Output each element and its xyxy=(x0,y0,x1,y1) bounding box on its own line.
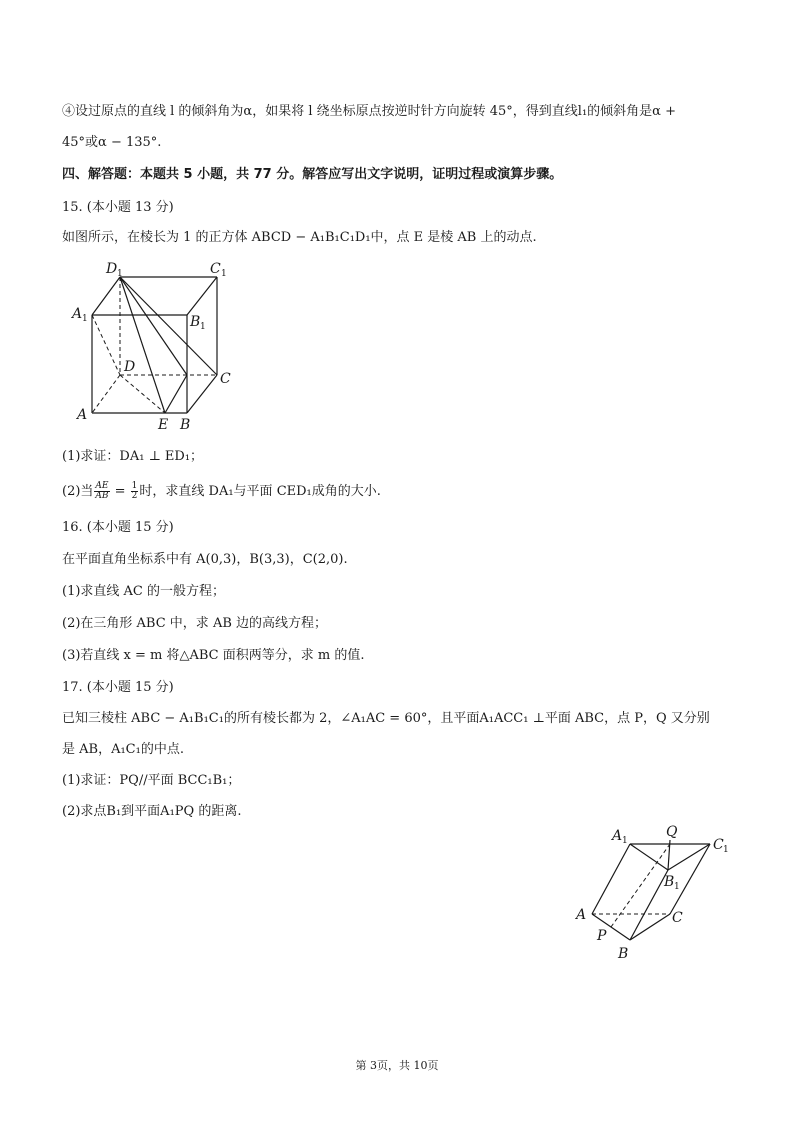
label-B1: B xyxy=(190,314,201,330)
fraction-ae-ab: $\frac{AE}{AB}$ xyxy=(95,481,109,501)
q17-header: 17. (本小题 15 分) xyxy=(62,680,174,695)
q15-part2-suffix: 时，求直线 DA₁与平面 CED₁成角的大小. xyxy=(139,484,381,499)
cube-figure xyxy=(62,255,252,435)
label-B: B xyxy=(180,417,191,433)
q16-header: 16. (本小题 15 分) xyxy=(62,520,174,535)
q16-part2: (2)在三角形 ABC 中，求 AB 边的高线方程； xyxy=(62,616,328,631)
item4-line2: 45°或α − 135°. xyxy=(62,135,162,150)
label-B1: B xyxy=(664,874,675,890)
q17-part1: (1)求证：PQ//平面 BCC₁B₁； xyxy=(62,773,241,788)
q15-header: 15. (本小题 13 分) xyxy=(62,200,174,215)
label-E: E xyxy=(158,417,169,433)
label-B: B xyxy=(618,946,629,962)
label-A1: A xyxy=(612,828,623,844)
prism-figure xyxy=(570,822,740,967)
svg-text:1: 1 xyxy=(117,269,123,279)
label-C1: C xyxy=(713,837,724,853)
q16-part3: (3)若直线 x = m 将△ABC 面积两等分，求 m 的值. xyxy=(62,648,365,663)
q17-stem2: 是 AB，A₁C₁的中点. xyxy=(62,742,184,757)
label-C: C xyxy=(220,371,231,387)
page-number: 第 3页，共 10页 xyxy=(355,1059,439,1072)
section-heading: 四、解答题：本题共 5 小题，共 77 分。解答应写出文字说明，证明过程或演算步骤。 xyxy=(62,167,563,182)
label-D1: D xyxy=(106,261,118,277)
svg-text:1: 1 xyxy=(221,269,227,279)
q15-stem: 如图所示，在棱长为 1 的正方体 ABCD − A₁B₁C₁D₁中，点 E 是棱 AB 上的动点. xyxy=(62,230,537,245)
svg-text:1: 1 xyxy=(723,845,729,855)
label-C1: C xyxy=(210,261,221,277)
label-D: D xyxy=(124,359,136,375)
q16-stem: 在平面直角坐标系中有 A(0,3)，B(3,3)，C(2,0). xyxy=(62,552,348,567)
label-A: A xyxy=(77,407,88,423)
q15-part2: (2)当 $\frac{AE}{AB}$ = $\frac{1}{2}$ 时，求直线 DA₁与平面 CED₁成角的大小. xyxy=(62,481,381,501)
label-Q: Q xyxy=(666,824,678,840)
q17-stem1: 已知三棱柱 ABC − A₁B₁C₁的所有棱长都为 2，∠A₁AC = 60°，且平面A₁ACC₁ ⊥平面 ABC，点 P，Q 又分别 xyxy=(62,711,710,726)
label-C: C xyxy=(672,910,683,926)
q17-part2: (2)求点B₁到平面A₁PQ 的距离. xyxy=(62,804,242,819)
q15-part2-prefix: (2)当 xyxy=(62,484,94,499)
svg-text:1: 1 xyxy=(674,882,680,892)
q16-part1: (1)求直线 AC 的一般方程； xyxy=(62,584,226,599)
svg-text:1: 1 xyxy=(200,322,206,332)
svg-text:1: 1 xyxy=(622,836,628,846)
label-A: A xyxy=(576,907,587,923)
item4-line1: ④设过原点的直线 l 的倾斜角为α，如果将 l 绕坐标原点按逆时针方向旋转 45°，得到直线l₁的倾斜角是α + xyxy=(62,104,676,119)
fraction-one-half: $\frac{1}{2}$ xyxy=(131,481,138,501)
label-A1: A xyxy=(72,306,83,322)
q15-part1: (1)求证：DA₁ ⊥ ED₁； xyxy=(62,449,204,464)
svg-text:1: 1 xyxy=(82,314,88,324)
label-P: P xyxy=(597,928,607,944)
